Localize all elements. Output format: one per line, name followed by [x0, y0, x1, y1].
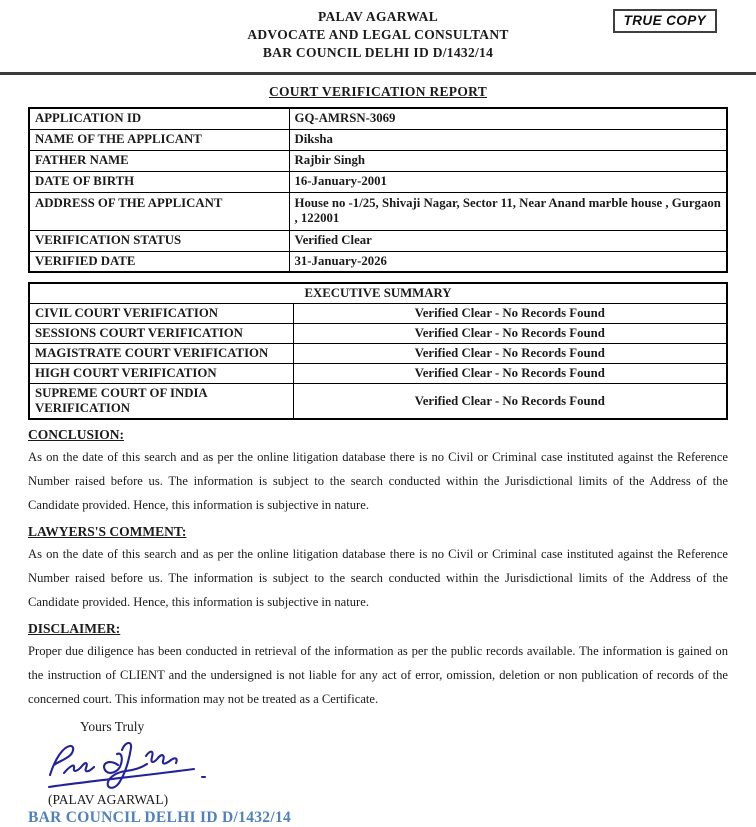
table-row — [29, 344, 727, 364]
closing-salutation: Yours Truly — [80, 719, 145, 734]
row-value: Verified Clear - No Records Found — [293, 364, 727, 384]
lawyers-comment-section — [28, 524, 728, 614]
row-value: Verified Clear - No Records Found — [293, 344, 727, 364]
row-value: 16-January-2001 — [289, 171, 727, 192]
row-label: HIGH COURT VERIFICATION — [29, 364, 293, 384]
row-value: Diksha — [289, 129, 727, 150]
advocate-name: PALAV AGARWAL — [317, 9, 439, 24]
executive-summary-table — [28, 282, 728, 420]
disclaimer-section — [28, 621, 728, 711]
conclusion-heading: CONCLUSION: — [28, 427, 125, 442]
row-value: Verified Clear - No Records Found — [293, 324, 727, 344]
row-label: SUPREME COURT OF INDIA VERIFICATION — [29, 384, 293, 420]
header-divider — [0, 72, 756, 75]
true-copy-stamp-label: TRUE COPY — [623, 13, 706, 28]
row-label: NAME OF THE APPLICANT — [29, 129, 289, 150]
row-label: SESSIONS COURT VERIFICATION — [29, 324, 293, 344]
summary-header: EXECUTIVE SUMMARY — [29, 283, 727, 304]
signature-block — [42, 737, 728, 791]
signature-image — [42, 737, 227, 791]
table-row — [29, 304, 727, 324]
table-row — [29, 324, 727, 344]
disclaimer-heading: DISCLAIMER: — [28, 621, 121, 636]
row-value: Rajbir Singh — [289, 150, 727, 171]
table-row — [29, 230, 727, 251]
table-row — [29, 129, 727, 150]
bar-council-id: BAR COUNCIL DELHI ID D/1432/14 — [262, 45, 494, 60]
row-value: Verified Clear — [289, 230, 727, 251]
row-label: FATHER NAME — [29, 150, 289, 171]
row-label: APPLICATION ID — [29, 108, 289, 129]
lawyers-comment-heading: LAWYERS'S COMMENT: — [28, 524, 187, 539]
lawyers-comment-text: As on the date of this search and as per the online litigation database there is no Civil or Criminal case instituted against the Reference Number raised before us. The information is subject to the search conducted within the Jurisdictional limits of the Address of the Candidate provided. Hence, this information is subjective in nature. — [28, 547, 728, 609]
row-label: VERIFICATION STATUS — [29, 230, 289, 251]
row-label: MAGISTRATE COURT VERIFICATION — [29, 344, 293, 364]
conclusion-section — [28, 427, 728, 517]
table-row — [29, 171, 727, 192]
row-value: GQ-AMRSN-3069 — [289, 108, 727, 129]
table-row — [29, 192, 727, 230]
row-label: VERIFIED DATE — [29, 251, 289, 272]
table-row — [29, 384, 727, 420]
signatory-name: (PALAV AGARWAL) — [48, 792, 169, 807]
row-label: ADDRESS OF THE APPLICANT — [29, 192, 289, 230]
table-row — [29, 108, 727, 129]
advocate-title: ADVOCATE AND LEGAL CONSULTANT — [247, 27, 509, 42]
conclusion-text: As on the date of this search and as per the online litigation database there is no Civil or Criminal case instituted against the Reference Number raised before us. The information is subject to the search conducted within the Jurisdictional limits of the Address of the Candidate provided. Hence, this information is subjective in nature. — [28, 450, 728, 512]
bar-council-footer: BAR COUNCIL DELHI ID D/1432/14 — [28, 809, 292, 826]
true-copy-stamp — [613, 9, 717, 33]
table-row — [29, 251, 727, 272]
row-value: Verified Clear - No Records Found — [293, 384, 727, 420]
row-value: 31-January-2026 — [289, 251, 727, 272]
document-body — [0, 107, 756, 827]
row-value: Verified Clear - No Records Found — [293, 304, 727, 324]
applicant-details-table — [28, 107, 728, 273]
row-label: CIVIL COURT VERIFICATION — [29, 304, 293, 324]
table-header-row — [29, 283, 727, 304]
row-value: House no -1/25, Shivaji Nagar, Sector 11, Near Anand marble house , Gurgaon , 122001 — [289, 192, 727, 230]
page-title: COURT VERIFICATION REPORT — [268, 84, 488, 99]
disclaimer-text: Proper due diligence has been conducted in retrieval of the information as per the public records available. The information is gained on the instruction of CLIENT and the undersigned is not liable for any act of error, omission, deletion or non publication of records of the concerned court. This information may not be treated as a Certificate. — [28, 644, 728, 706]
table-row — [29, 364, 727, 384]
row-label: DATE OF BIRTH — [29, 171, 289, 192]
table-row — [29, 150, 727, 171]
